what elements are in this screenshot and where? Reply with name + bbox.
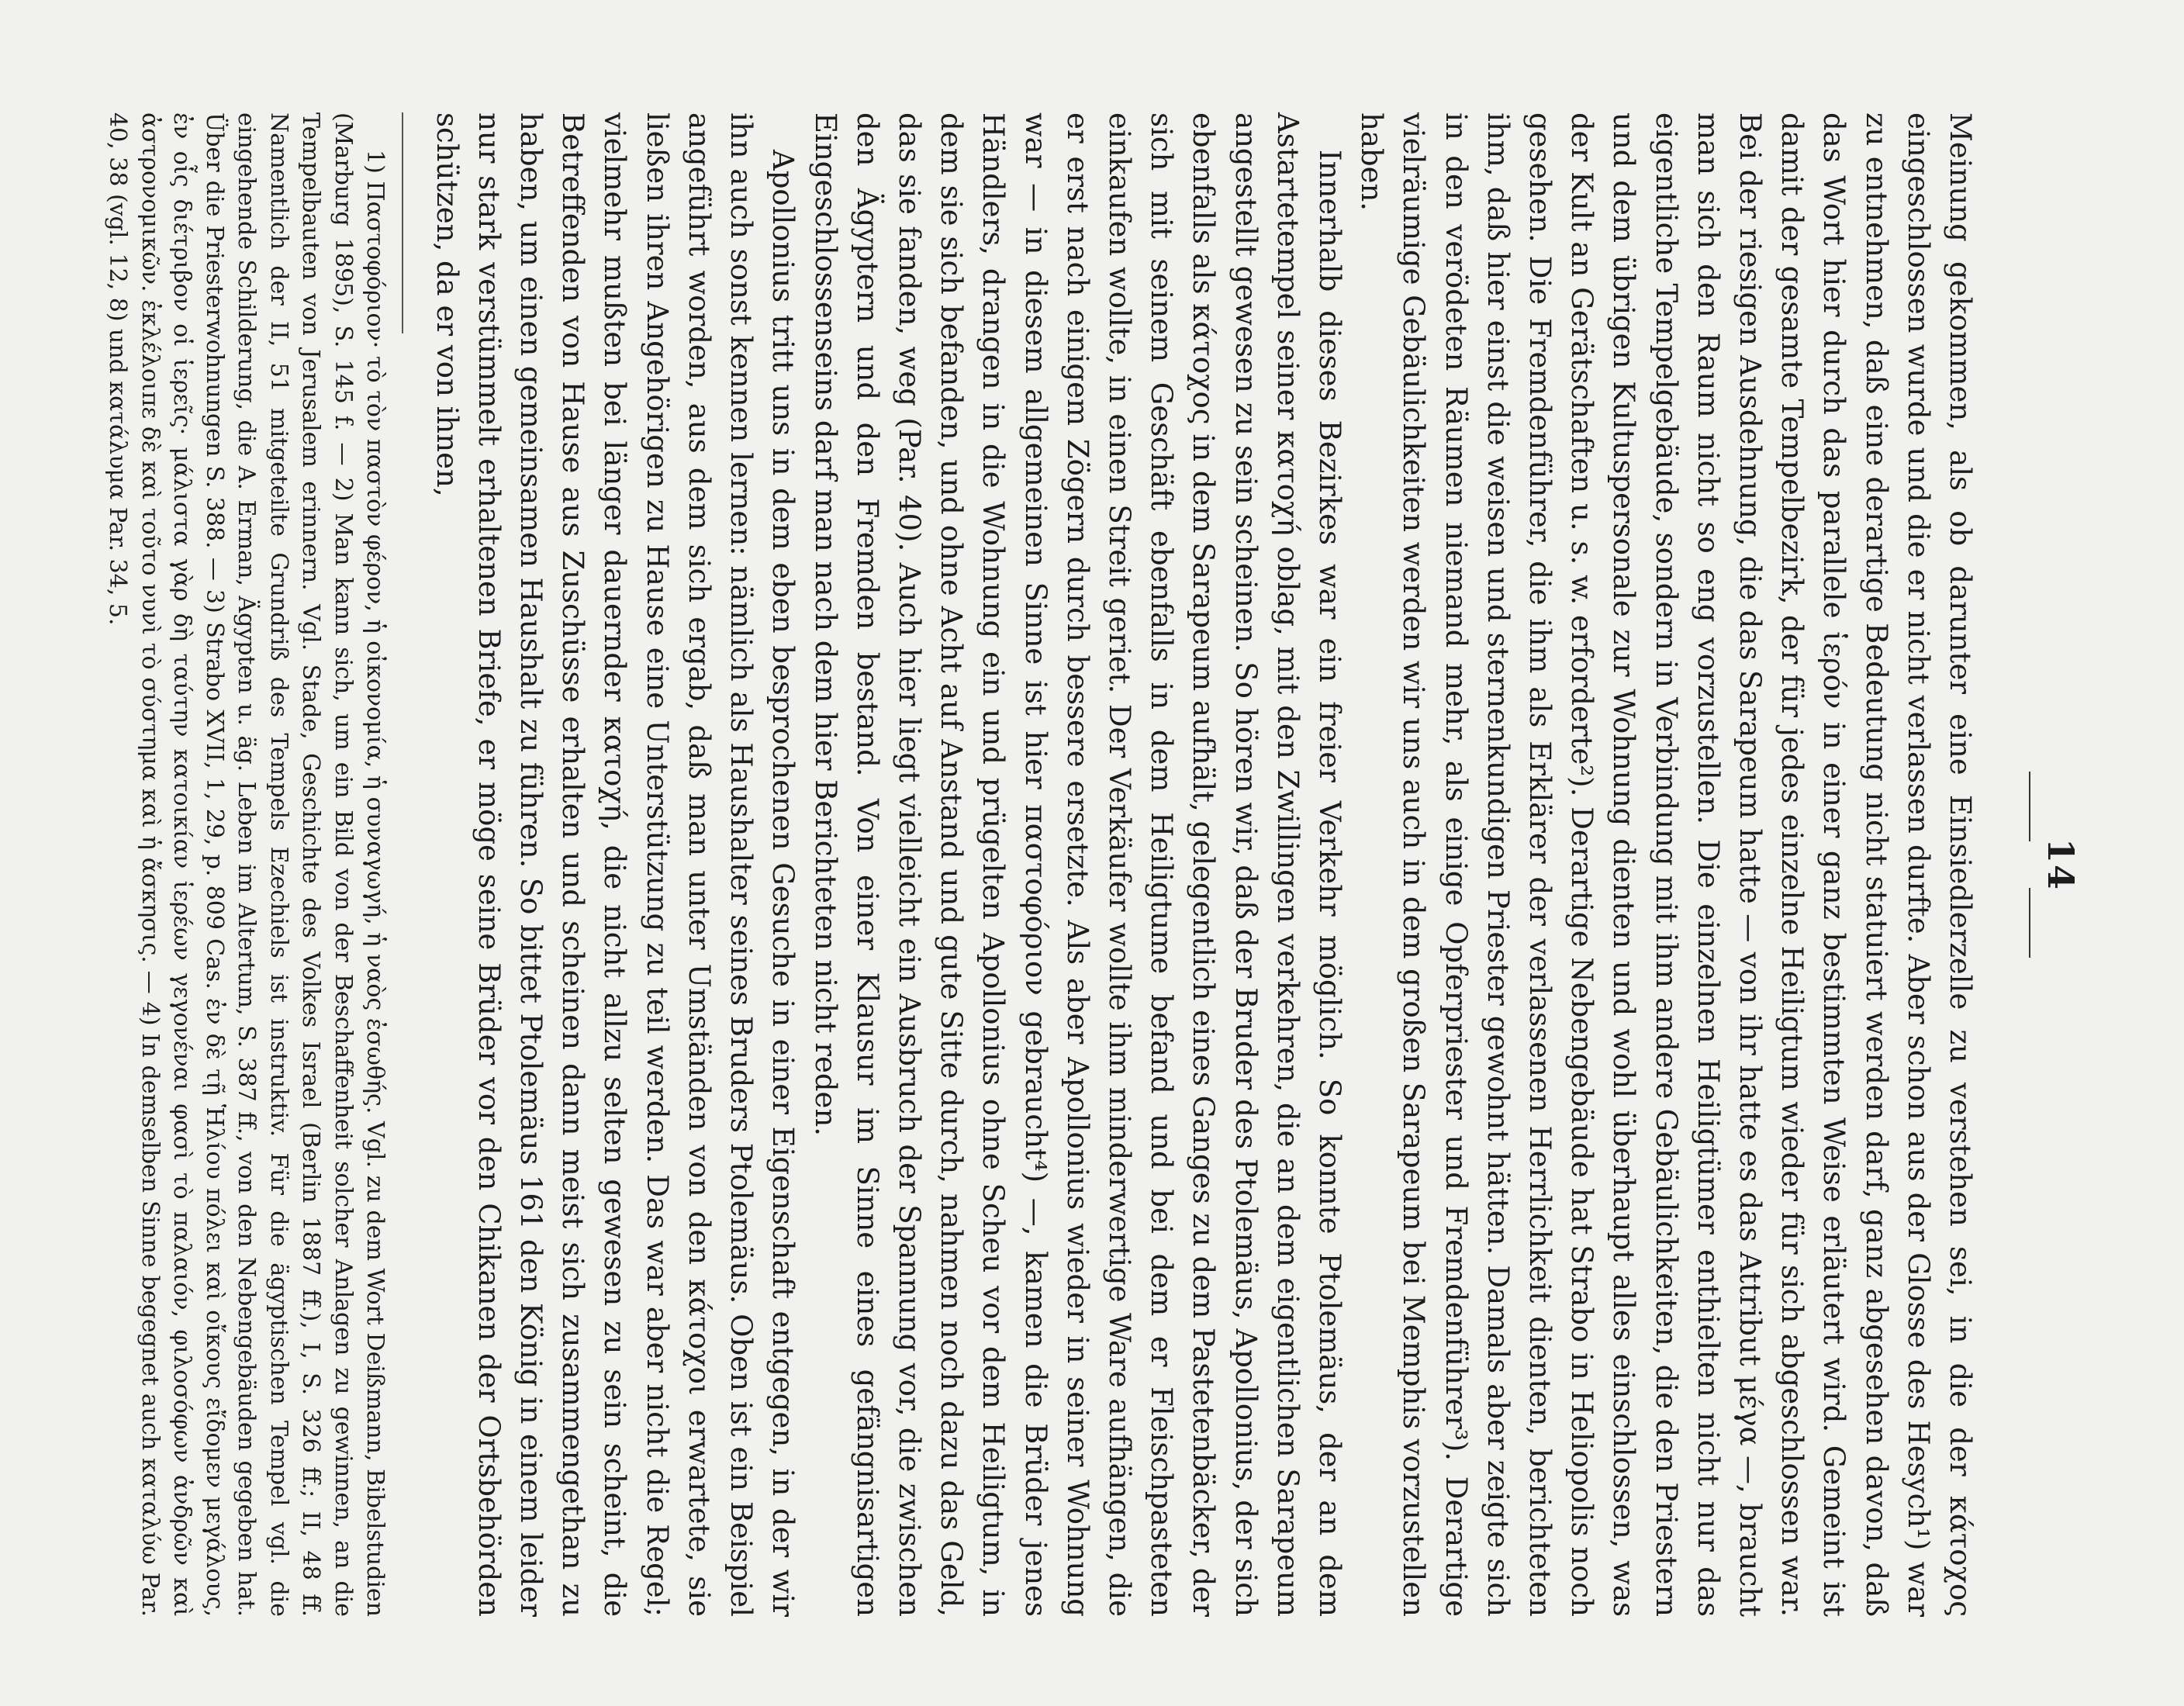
footnotes <box>102 112 392 1617</box>
page-content <box>102 112 2082 1617</box>
header-rule-left <box>2029 772 2030 841</box>
paragraph-3: Apollonius tritt uns in dem eben besprochenen Gesuche in einer Eigenschaft entgegen, in der wir ihn auch sonst kennen lernen: nämlich als Haushalter seines Bruders Ptolemäus. Oben ist ein Beispiel angeführt worden, aus dem sich ergab, daß man unter Umständen von den κάτοχοι erwartete, sie ließen ihren Angehörigen zu Hause eine Unterstützung zu teil werden. Das war aber nicht die Regel; vielmehr mußten bei länger dauernder κατοχή, die nicht allzu selten gewesen zu sein scheint, die Betreffenden von Hause aus Zuschüsse erhalten und scheinen dann meist sich zusammengethan zu haben, um einen gemeinsamen Haushalt zu führen. So bittet Ptolemäus 161 den König in einem leider nur stark verstümmelt erhaltenen Briefe, er möge seine Brüder vor den Chikanen der Ortsbehörden schützen, da er von ihnen, <box>430 112 800 1617</box>
paragraph-2: Innerhalb dieses Bezirkes war ein freier Verkehr möglich. So konnte Ptolemäus, der an dem Astartetempel seiner κατοχή oblag, mit den Zwillingen verkehren, die an dem eigentlichen Sarapeum angestellt gewesen zu sein scheinen. So hören wir, daß der Bruder des Ptolemäus, Apollonius, der sich ebenfalls als κάτοχος in dem Sarapeum aufhält, gelegentlich eines Ganges zu dem Pastetenbäcker, der sich mit seinem Geschäft ebenfalls in dem Heiligtume befand und bei dem er Fleischpasteten einkaufen wollte, in einen Streit geriet. Der Verkäufer wollte ihm minderwertige Ware aufhängen, die er erst nach einigem Zögern durch bessere ersetzte. Als aber Apollonius wieder in seiner Wohnung war — in diesem allgemeinen Sinne ist hier παστοφόριον gebraucht⁴) —, kamen die Brüder jenes Händlers, drangen in die Wohnung ein und prügelten Apollonius ohne Scheu vor dem Heiligtum, in dem sie sich befanden, und ohne Acht auf Anstand und gute Sitte durch, nahmen noch dazu das Geld, das sie fanden, weg (Par. 40). Auch hier liegt vielleicht ein Ausbruch der Spannung vor, die zwischen den Ägyptern und den Fremden bestand. Von einer Klausur im Sinne eines gefängnisartigen Eingeschlossenseins darf man nach dem hier Berichteten nicht reden. <box>808 112 1346 1617</box>
footnote-rule <box>402 112 403 333</box>
body-text <box>425 112 1981 1617</box>
footnote-block: 1) Παστοφόριον· τὸ τὸν παστὸν φέρον, ἡ οἰκονομία, ἡ συναγωγή, ἡ ναὸς ἐσωθής. Vgl. zu dem Wort Deißmann, Bibelstudien (Marburg 1895), S. 145 f. — 2) Man kann sich, um ein Bild von der Beschaffenheit solcher Anlagen zu gewinnen, an die Tempelbauten von Jerusalem erinnern. Vgl. Stade, Geschichte des Volkes Israel (Berlin 1887 ff.), I, S. 326 ff.; II, 48 ff. Namentlich der II, 51 mitgeteilte Grundriß des Tempels Ezechiels ist instruktiv. Für die ägyptischen Tempel vgl. die eingehende Schilderung, die A. Erman, Ägypten u. äg. Leben im Altertum, S. 387 ff., von den Nebengebäuden gegeben hat. Über die Priesterwohnungen S. 388. — 3) Strabo XVII, 1, 29, p. 809 Cas. ἐν δὲ τῇ Ἡλίου πόλει καὶ οἴκους εἴδομεν μεγάλους, ἐν οἷς διέτριβον οἱ ἱερεῖς· μάλιστα γὰρ δὴ ταύτην κατοικίαν ἱερέων γεγονέναι φασὶ τὸ παλαιόν, φιλοσόφων ἀνδρῶν καὶ ἀστρονομικῶν. ἐκλέλοιπε δὲ καὶ τοῦτο νυνὶ τὸ σύστημα καὶ ἡ ἄσκησις. — 4) In demselben Sinne begegnet auch καταλύω Par. 40, 38 (vgl. 12, 8) und κατάλυμα Par. 34, 5. <box>104 112 389 1617</box>
header-rule-right <box>2029 888 2030 958</box>
page-number: 14 <box>2040 837 2082 892</box>
paragraph-1: Meinung gekommen, als ob darunter eine Einsiedlerzelle zu verstehen sei, in die der κάτοχος eingeschlossen wurde und die er nicht verlassen durfte. Aber schon aus der Glosse des Hesych¹) war zu entnehmen, daß eine derartige Bedeutung nicht statuiert werden darf, ganz abgesehen davon, daß das Wort hier durch das parallele ἱερόν in einer ganz bestimmten Weise erläutert wird. Gemeint ist damit der gesamte Tempelbezirk, der für jedes einzelne Heiligtum wieder für sich abgeschlossen war. Bei der riesigen Ausdehnung, die das Sarapeum hatte — von ihr hatte es das Attribut μέγα —, braucht man sich den Raum nicht so eng vorzustellen. Die einzelnen Heiligtümer enthielten nicht nur das eigentliche Tempelgebäude, sondern in Verbindung mit ihm andere Gebäulichkeiten, die den Priestern und dem übrigen Kultuspersonale zur Wohnung dienten und wohl überhaupt alles einschlossen, was der Kult an Gerätschaften u. s. w. erforderte²). Derartige Nebengebäude hat Strabo in Heliopolis noch gesehen. Die Fremdenführer, die ihm als Erklärer der verlassenen Herrlichkeit dienten, berichteten ihm, daß hier einst die weisen und sternenkundigen Priester gewohnt hätten. Damals aber zeigte sich in den verödeten Räumen niemand mehr, als einige Opferpriester und Fremdenführer³). Derartige vielräumige Gebäulichkeiten werden wir uns auch in dem großen Sarapeum bei Memphis vorzustellen haben. <box>1355 112 1977 1617</box>
page-header <box>1981 112 2082 1617</box>
